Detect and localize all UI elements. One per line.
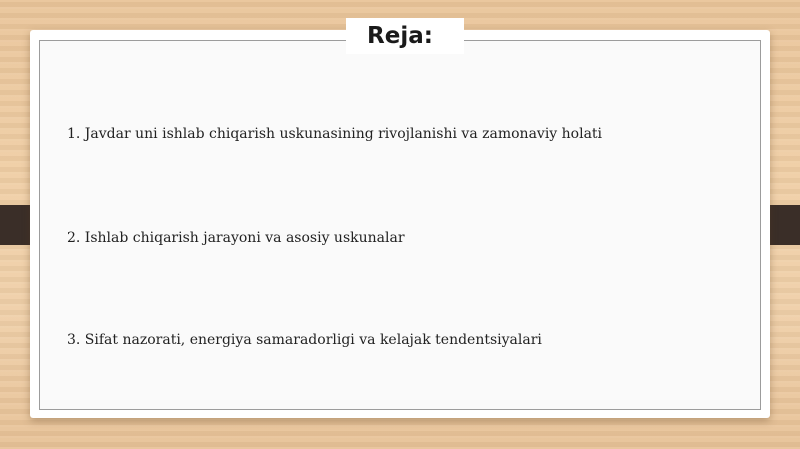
inner-frame xyxy=(39,40,761,410)
slide-title: Reja: xyxy=(367,23,433,49)
plan-item-2: 2. Ishlab chiqarish jarayoni va asosiy uskunalar xyxy=(67,230,405,246)
slide-card xyxy=(30,30,770,418)
plan-item-1: 1. Javdar uni ishlab chiqarish uskunasining rivojlanishi va zamonaviy holati xyxy=(67,126,603,142)
plan-item-3: 3. Sifat nazorati, energiya samaradorligi va kelajak tendentsiyalari xyxy=(67,332,542,348)
